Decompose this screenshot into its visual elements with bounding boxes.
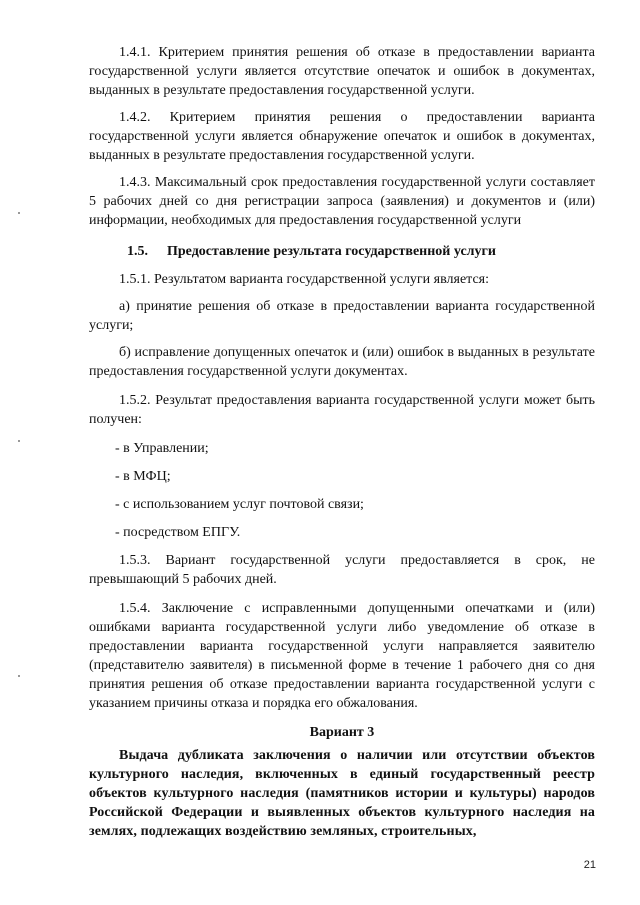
list-item-epgu: - посредством ЕПГУ. <box>115 525 241 540</box>
variant-title: Вариант 3 <box>309 725 375 740</box>
section-heading <box>89 242 595 261</box>
document-body <box>89 43 595 841</box>
paragraph-1-4-1: 1.4.1. Критерием принятия решения об отказе в предоставлении варианта государственной услуги является отсутствие опечаток и ошибок в документах, выданных в результате предоставления государственной услуги. <box>89 45 595 98</box>
paragraph-1-5-1: 1.5.1. Результатом варианта государственной услуги является: <box>119 272 490 287</box>
scan-mark <box>18 212 20 214</box>
list-item-office: - в Управлении; <box>115 441 209 456</box>
list-item-post: - с использованием услуг почтовой связи; <box>115 497 364 512</box>
list-item-mfc: - в МФЦ; <box>115 469 171 484</box>
list-item-b: б) исправление допущенных опечаток и (или) ошибок в выданных в результате предоставления государственной услуги документах. <box>89 345 595 379</box>
paragraph-1-4-3: 1.4.3. Максимальный срок предоставления государственной услуги составляет 5 рабочих дней со дня регистрации запроса (заявления) и документов и (или) информации, необходимых для предоставления государственной услуги <box>89 175 595 228</box>
paragraph-1-5-3: 1.5.3. Вариант государственной услуги предоставляется в срок, не превышающий 5 рабочих дней. <box>89 553 595 587</box>
scan-mark <box>18 675 20 677</box>
paragraph-1-5-4: 1.5.4. Заключение с исправленными допущенными опечатками и (или) ошибками варианта государственной услуги либо уведомление об отказе в предоставлении варианта государственной услуги направляется заявителю (представителю заявителя) в письменной форме в течение 1 рабочего дня со дня принятия решения об отказе предоставлении варианта государственной услуги с указанием причины отказа и порядка его обжалования. <box>89 601 595 711</box>
section-number: 1.5. <box>127 244 148 259</box>
paragraph-1-5-2: 1.5.2. Результат предоставления варианта государственной услуги может быть получен: <box>89 393 595 427</box>
scan-mark <box>18 440 20 442</box>
paragraph-1-4-2: 1.4.2. Критерием принятия решения о предоставлении варианта государственной услуги является обнаружение опечаток и ошибок в документах, выданных в результате предоставления государственной услуги. <box>89 110 595 163</box>
page-number: 21 <box>583 859 596 871</box>
variant-description: Выдача дубликата заключения о наличии или отсутствии объектов культурного наследия, включенных в единый государственный реестр объектов культурного наследия (памятников истории и культуры) народов Российской Федерации и выявленных объектов культурного наследия на землях, подлежащих воздействию земляных, строительных, <box>89 748 595 839</box>
section-title: Предоставление результата государственной услуги <box>167 244 496 259</box>
list-item-a: а) принятие решения об отказе в предоставлении варианта государственной услуги; <box>89 299 595 333</box>
